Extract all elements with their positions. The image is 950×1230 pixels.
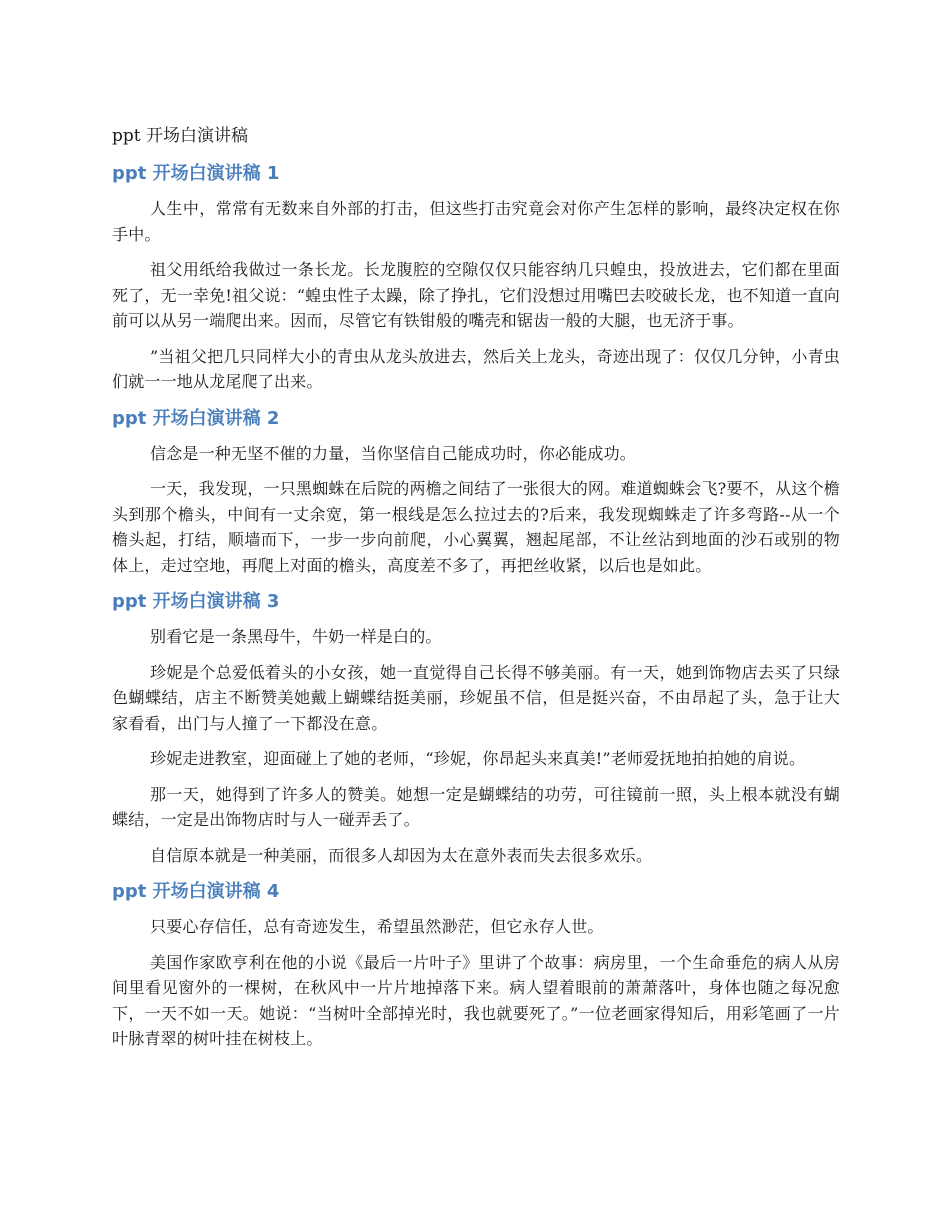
paragraph: ”当祖父把几只同样大小的青虫从龙头放进去，然后关上龙头，奇迹出现了：仅仅几分钟，小青虫们就一一地从龙尾爬了出来。: [112, 346, 840, 391]
paragraph: 珍妮是个总爱低着头的小女孩，她一直觉得自己长得不够美丽。有一天，她到饰物店去买了只绿色蝴蝶结，店主不断赞美她戴上蝴蝶结挺美丽，珍妮虽不信，但是挺兴奋，不由昂起了头，急于让大家看看，出门与人撞了一下都没在意。: [112, 662, 840, 733]
section-heading: ppt 开场白演讲稿 3: [112, 591, 280, 612]
section-heading: ppt 开场白演讲稿 2: [112, 407, 280, 429]
paragraph: 一天，我发现，一只黑蜘蛛在后院的两檐之间结了一张很大的网。难道蜘蛛会飞?要不，从这个檐头到那个檐头，中间有一丈余宽，第一根线是怎么拉过去的?后来，我发现蜘蛛走了许多弯路--从一个檐头起，打结，顺墙而下，一步一步向前爬，小心翼翼，翘起尾部，不让丝沾到地面的沙石或别的物体上，走过空地，再爬上对面的檐头，高度差不多了，再把丝收紧，以后也是如此。: [112, 479, 840, 575]
paragraph: 别看它是一条黑母牛，牛奶一样是白的。: [150, 627, 442, 646]
section-heading: ppt 开场白演讲稿 1: [112, 163, 280, 184]
paragraph: 人生中，常常有无数来自外部的打击，但这些打击究竟会对你产生怎样的影响，最终决定权在你手中。: [112, 199, 840, 244]
paragraph: 美国作家欧亨利在他的小说《最后一片叶子》里讲了个故事：病房里，一个生命垂危的病人从房间里看见窗外的一棵树，在秋风中一片片地掉落下来。病人望着眼前的萧萧落叶，身体也随之每况愈下，一天不如一天。她说：“当树叶全部掉光时，我也就要死了。”一位老画家得知后，用彩笔画了一片叶脉青翠的树叶挂在树枝上。: [112, 952, 840, 1048]
section-2: [112, 405, 840, 579]
section-heading: ppt 开场白演讲稿 4: [112, 881, 280, 902]
paragraph: 祖父用纸给我做过一条长龙。长龙腹腔的空隙仅仅只能容纳几只蝗虫，投放进去，它们都在里面死了，无一幸免!祖父说：“蝗虫性子太躁，除了挣扎，它们没想过用嘴巴去咬破长龙，也不知道一直向前可以从另一端爬出来。因而，尽管它有铁钳般的嘴壳和锯齿一般的大腿，也无济于事。: [112, 260, 840, 330]
section-1: [112, 160, 840, 395]
document-page: [112, 122, 840, 1062]
paragraph: 珍妮走进教室，迎面碰上了她的老师，“珍妮，你昂起头来真美!”老师爱抚地拍拍她的肩说。: [150, 749, 806, 768]
paragraph: 只要心存信任，总有奇迹发生，希望虽然渺茫，但它永存人世。: [150, 917, 604, 936]
paragraph: 那一天，她得到了许多人的赞美。她想一定是蝴蝶结的功劳，可往镜前一照，头上根本就没有蝴蝶结，一定是出饰物店时与人一碰弄丢了。: [112, 784, 840, 829]
section-4: [112, 878, 840, 1052]
section-3: [112, 588, 840, 868]
paragraph: 信念是一种无坚不催的力量，当你坚信自己能成功时，你必能成功。: [150, 443, 637, 463]
paragraph: 自信原本就是一种美丽，而很多人却因为太在意外表而失去很多欢乐。: [150, 845, 653, 865]
document-title: ppt 开场白演讲稿: [112, 126, 248, 146]
